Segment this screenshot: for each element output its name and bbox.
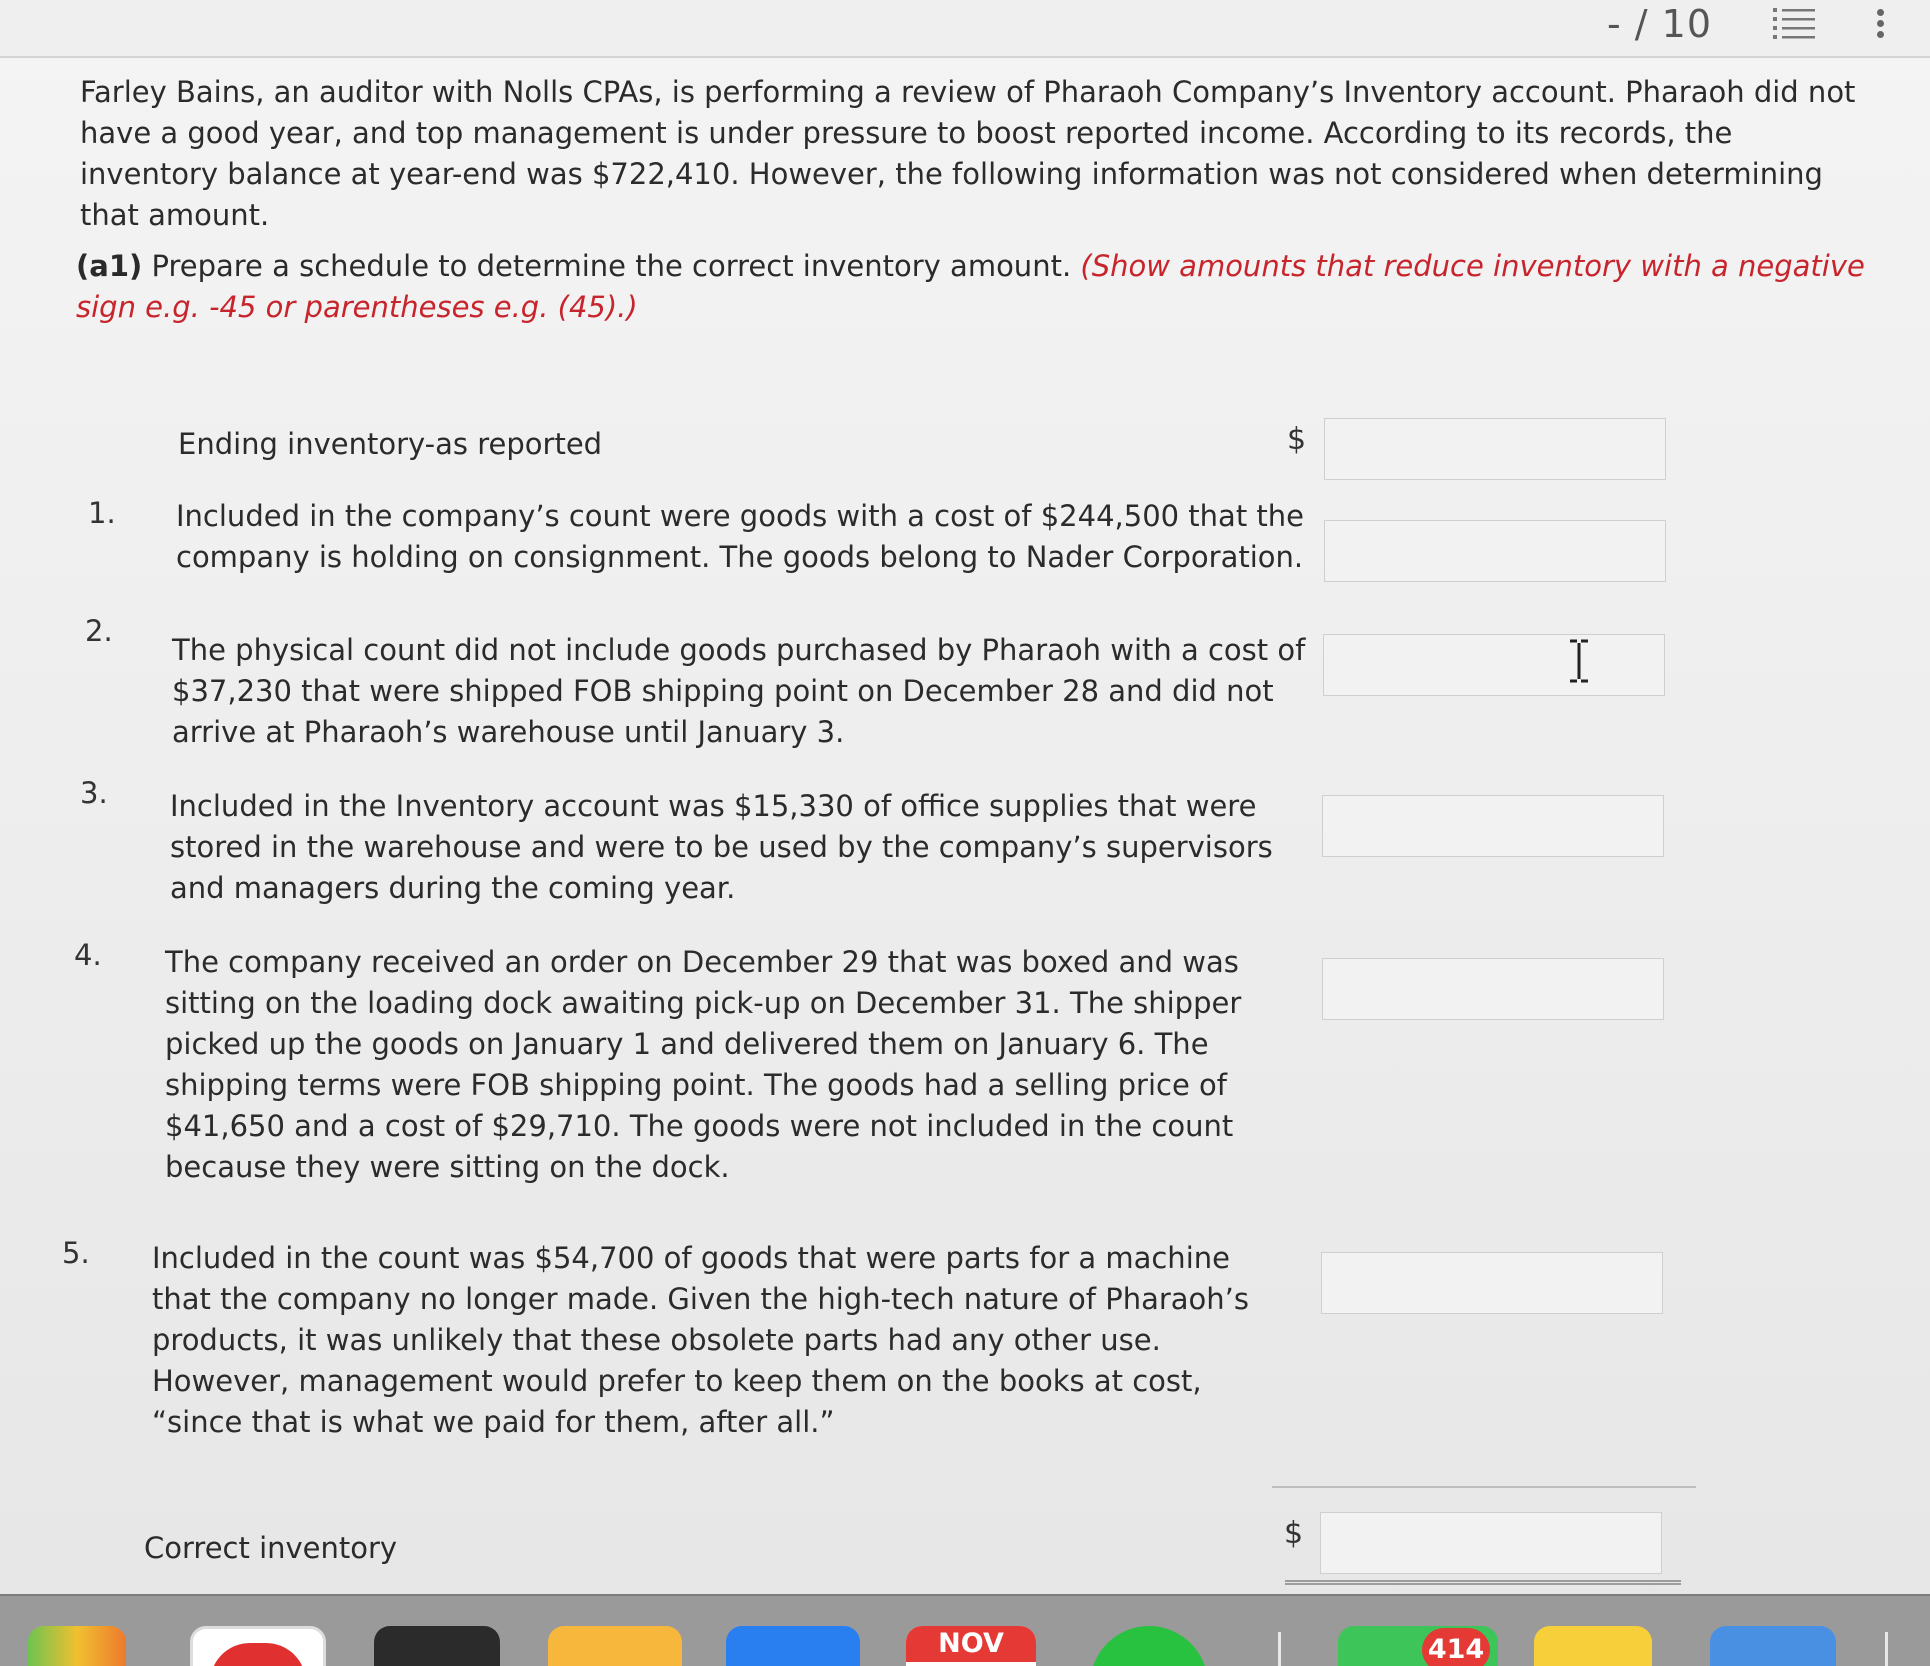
- app-icon[interactable]: [1534, 1626, 1652, 1666]
- item-line: sitting on the loading dock awaiting pick-up on December 31. The shipper: [165, 986, 1242, 1020]
- item-4-text: [165, 942, 1241, 1188]
- item-line: $41,650 and a cost of $29,710. The goods were not included in the count: [165, 1109, 1234, 1143]
- app-icon[interactable]: [190, 1626, 326, 1666]
- item-number: 5.: [62, 1236, 90, 1270]
- app-icon[interactable]: [28, 1626, 126, 1666]
- list-icon[interactable]: [1773, 6, 1815, 42]
- question-instruction: (Show amounts that reduce inventory with a negative sign e.g. -45 or parentheses e.g. (45).): [76, 249, 1865, 324]
- item-line: Included in the count was $54,700 of goods that were parts for a machine: [152, 1241, 1230, 1275]
- item-line: Included in the Inventory account was $15,330 of office supplies that were: [170, 789, 1257, 823]
- top-toolbar: [0, 0, 1930, 58]
- item-line: arrive at Pharaoh’s warehouse until January 3.: [172, 715, 845, 749]
- item-line: “since that is what we paid for them, after all.”: [152, 1405, 835, 1439]
- item-number: 2.: [85, 614, 113, 648]
- item-line: The physical count did not include goods purchased by Pharaoh with a cost of: [172, 633, 1306, 667]
- item-1-text: [176, 496, 1304, 578]
- calendar-month: NOV: [938, 1628, 1004, 1659]
- item-line: stored in the warehouse and were to be used by the company’s supervisors: [170, 830, 1273, 864]
- correct-inventory-input[interactable]: [1320, 1512, 1662, 1574]
- item-line: products, it was unlikely that these obsolete parts had any other use.: [152, 1323, 1161, 1357]
- correct-inventory-label: Correct inventory: [144, 1531, 398, 1565]
- dock: [0, 1594, 1930, 1666]
- question-text: Prepare a schedule to determine the correct inventory amount.: [151, 249, 1072, 283]
- item-number: 3.: [80, 776, 108, 810]
- text-cursor-icon: [1567, 638, 1591, 684]
- item-line: picked up the goods on January 1 and delivered them on January 6. The: [165, 1027, 1209, 1061]
- subtotal-rule: [1272, 1486, 1696, 1488]
- calendar-icon[interactable]: [906, 1626, 1036, 1666]
- item-number: 1.: [88, 496, 116, 530]
- item-5-input[interactable]: [1321, 1252, 1663, 1314]
- item-4-input[interactable]: [1322, 958, 1664, 1020]
- item-2-input[interactable]: [1323, 634, 1665, 696]
- item-line: company is holding on consignment. The goods belong to Nader Corporation.: [176, 540, 1304, 574]
- ending-inventory-input[interactable]: [1324, 418, 1666, 480]
- item-number: 4.: [74, 938, 102, 972]
- question-prompt: [76, 246, 1876, 328]
- double-underline: [1285, 1580, 1681, 1585]
- app-icon[interactable]: [726, 1626, 860, 1666]
- item-3-input[interactable]: [1322, 795, 1664, 857]
- app-icon[interactable]: [374, 1626, 500, 1666]
- item-3-text: [170, 786, 1273, 909]
- badge-count: 414: [1427, 1634, 1485, 1665]
- app-icon[interactable]: [1090, 1626, 1208, 1666]
- item-line: shipping terms were FOB shipping point. The goods had a selling price of: [165, 1068, 1227, 1102]
- page-indicator[interactable]: - / 10: [1606, 2, 1712, 46]
- question-label: (a1): [76, 249, 143, 283]
- item-2-text: [172, 630, 1305, 753]
- app-icon[interactable]: [1710, 1626, 1836, 1666]
- currency-symbol: $: [1287, 422, 1307, 457]
- item-line: Included in the company’s count were goods with a cost of $244,500 that the: [176, 499, 1305, 533]
- notification-badge: [1422, 1628, 1490, 1666]
- ending-inventory-label: Ending inventory-as reported: [178, 427, 603, 461]
- more-options-icon[interactable]: [1870, 6, 1890, 44]
- item-5-text: [152, 1238, 1249, 1443]
- app-icon[interactable]: [548, 1626, 682, 1666]
- item-line: that the company no longer made. Given the high-tech nature of Pharaoh’s: [152, 1282, 1250, 1316]
- dock-divider: [1278, 1632, 1281, 1666]
- item-line: The company received an order on December 29 that was boxed and was: [165, 945, 1239, 979]
- problem-intro: Farley Bains, an auditor with Nolls CPAs, is performing a review of Pharaoh Company’s Inventory account. Pharaoh did not have a good year, and top management is under pressure to boost reported income. According to its records, the inventory balance at year-end was $722,410. However, the following information was not considered when determining that amount.: [80, 75, 1856, 232]
- item-line: because they were sitting on the dock.: [165, 1150, 730, 1184]
- item-1-input[interactable]: [1324, 520, 1666, 582]
- dock-divider: [1885, 1632, 1888, 1666]
- item-line: and managers during the coming year.: [170, 871, 736, 905]
- currency-symbol: $: [1284, 1516, 1304, 1551]
- item-line: $37,230 that were shipped FOB shipping point on December 28 and did not: [172, 674, 1274, 708]
- item-line: However, management would prefer to keep them on the books at cost,: [152, 1364, 1202, 1398]
